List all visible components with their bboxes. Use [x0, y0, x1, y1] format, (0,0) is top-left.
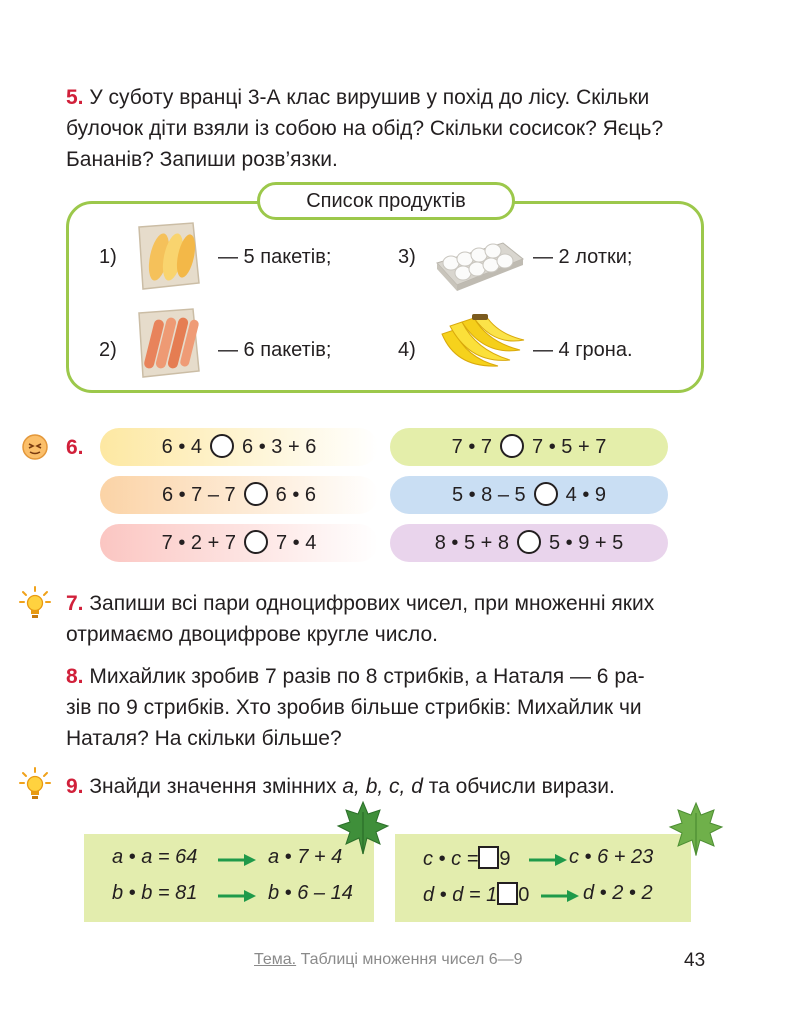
- task8-number: 8.: [66, 665, 84, 688]
- task7-line1: Запиши всі пари одноцифрових чисел, при множенні яких: [89, 592, 655, 615]
- arrow-right-icon: [216, 852, 258, 868]
- comparison-right: 6 • 3 + 6: [242, 436, 317, 458]
- expression-b: b • 6 – 14: [268, 882, 353, 904]
- comparison-right: 7 • 5 + 7: [532, 436, 607, 458]
- lightbulb-icon: [19, 767, 51, 803]
- compare-circle[interactable]: [244, 530, 268, 554]
- arrow-right-icon: [527, 852, 569, 868]
- comparison-pill: [390, 428, 668, 466]
- comparison-left: 6 • 7 – 7: [161, 484, 236, 506]
- product-list-title: Список продуктів: [257, 182, 515, 220]
- product-1-label: 1): [99, 246, 117, 268]
- expression-a: a • 7 + 4: [268, 846, 343, 868]
- product-3-label: 3): [398, 246, 416, 268]
- task6-number: 6.: [66, 436, 84, 459]
- comparison-left: 7 • 7: [451, 436, 493, 458]
- product-3-amount: — 2 лотки;: [533, 246, 633, 268]
- topic-title: Таблиці множення чисел 6—9: [300, 951, 523, 968]
- comparison-pill: [100, 476, 378, 514]
- task8-line1: Михайлик зробив 7 разів по 8 стрибків, а Наталя — 6 ра-: [89, 665, 645, 688]
- blank-square[interactable]: [478, 846, 499, 869]
- smiley-icon: [22, 434, 48, 460]
- task7-line2: отримаємо двоцифрове кругле число.: [66, 623, 438, 646]
- product-2-label: 2): [99, 339, 117, 361]
- expression-c: c • 6 + 23: [569, 846, 654, 868]
- comparison-right: 6 • 6: [275, 484, 317, 506]
- egg-tray-icon: [433, 233, 525, 291]
- comparison-left: 7 • 2 + 7: [161, 532, 236, 554]
- expression-d: d • 2 • 2: [583, 882, 653, 904]
- variables-box-1: [84, 834, 374, 922]
- task8-line3: Наталя? На скільки більше?: [66, 727, 342, 750]
- comparison-pill: [390, 476, 668, 514]
- topic-footer: [254, 951, 523, 969]
- compare-circle[interactable]: [517, 530, 541, 554]
- lightbulb-icon: [19, 586, 51, 622]
- compare-circle[interactable]: [210, 434, 234, 458]
- task5-line2: булочок діти взяли із собою на обід? Скільки сосисок? Яєць?: [66, 117, 664, 140]
- product-4-label: 4): [398, 339, 416, 361]
- compare-circle[interactable]: [244, 482, 268, 506]
- maple-leaf-icon: [336, 798, 390, 856]
- given-b: b • b = 81: [112, 882, 198, 904]
- task9-text-a: Знайди значення змінних: [89, 775, 337, 798]
- product-1-amount: — 5 пакетів;: [218, 246, 332, 268]
- comparison-left: 8 • 5 + 8: [434, 532, 509, 554]
- bread-rolls-bag-icon: [133, 219, 203, 293]
- bananas-icon: [436, 314, 526, 372]
- task7-number: 7.: [66, 592, 84, 615]
- task9-number: 9.: [66, 775, 84, 798]
- comparison-pill: [390, 524, 668, 562]
- task5-line3: Бананів? Запиши розв’язки.: [66, 148, 338, 171]
- product-2-amount: — 6 пакетів;: [218, 339, 332, 361]
- given-a: a • a = 64: [112, 846, 198, 868]
- task8-line2: зів по 9 стрибків. Хто зробив більше стрибків: Михайлик чи: [66, 696, 642, 719]
- given-c: c • c = 9: [423, 848, 511, 870]
- task9-variables: a, b, c, d: [342, 775, 423, 798]
- sausages-bag-icon: [133, 305, 203, 381]
- comparison-right: 7 • 4: [275, 532, 317, 554]
- variables-box-2: [395, 834, 691, 922]
- topic-label[interactable]: Тема.: [254, 951, 297, 968]
- compare-circle[interactable]: [534, 482, 558, 506]
- compare-circle[interactable]: [500, 434, 524, 458]
- comparison-right: 5 • 9 + 5: [549, 532, 624, 554]
- arrow-right-icon: [539, 888, 581, 904]
- page-number: 43: [684, 950, 706, 971]
- product-4-amount: — 4 грона.: [533, 339, 633, 361]
- task7-text: [66, 588, 708, 650]
- task5-number: 5.: [66, 86, 84, 109]
- task8-text: [66, 661, 708, 754]
- task5-text: [66, 82, 708, 175]
- task5-line1: У суботу вранці 3-А клас вирушив у похід до лісу. Скільки: [89, 86, 650, 109]
- task9-text-b: та обчисли вирази.: [428, 775, 615, 798]
- comparison-right: 4 • 9: [565, 484, 607, 506]
- comparison-pill: [100, 428, 378, 466]
- arrow-right-icon: [216, 888, 258, 904]
- given-d: d • d = 1 0: [423, 884, 530, 906]
- comparison-left: 6 • 4: [161, 436, 203, 458]
- comparison-pill: [100, 524, 378, 562]
- blank-square[interactable]: [497, 882, 518, 905]
- comparison-left: 5 • 8 – 5: [451, 484, 526, 506]
- maple-leaf-icon: [668, 800, 724, 856]
